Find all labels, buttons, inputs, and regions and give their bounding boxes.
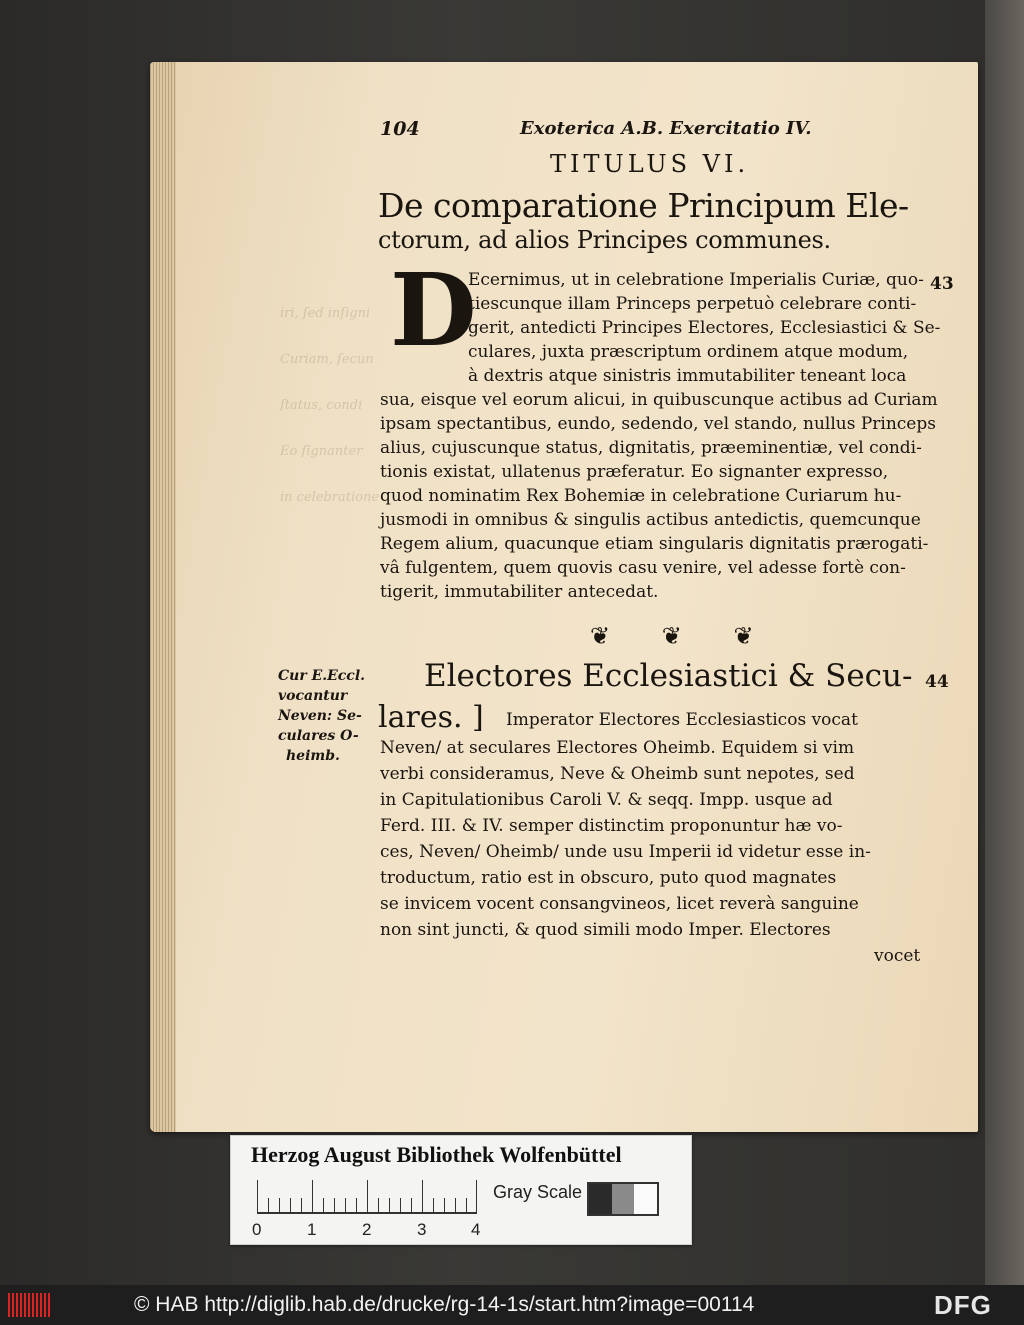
dfg-logo: DFG xyxy=(934,1290,992,1320)
para1-line: à dextris atque sinistris immutabiliter teneant loca xyxy=(468,366,907,386)
margin-note-line: Neven: Se- xyxy=(278,708,362,724)
para1-line: quod nominatim Rex Bohemiæ in celebratione Curiarum hu- xyxy=(380,486,902,506)
section-heading-cont: lares. ] xyxy=(378,700,484,735)
footer-bar xyxy=(0,1285,1024,1325)
marginal-number-44: 44 xyxy=(925,672,949,692)
gray-scale-swatch xyxy=(587,1182,659,1216)
margin-note-line: heimb. xyxy=(286,748,340,764)
para2-line: ces, Neven/ Oheimb/ unde usu Imperii id videtur esse in- xyxy=(380,842,871,862)
para1-line: alius, cujuscunque status, dignitatis, præeminentiæ, vel condi- xyxy=(380,438,922,458)
para1-line: Regem alium, quacunque etiam singularis dignitatis prærogati- xyxy=(380,534,929,554)
para1-line: vâ fulgentem, quem quovis casu venire, vel adesse fortè con- xyxy=(380,558,906,578)
gray-scale-label: Gray Scale xyxy=(493,1182,583,1202)
para1-line: Ecernimus, ut in celebratione Imperialis Curiæ, quo- xyxy=(468,270,924,290)
page-number: 104 xyxy=(380,118,420,140)
margin-note-line: culares O- xyxy=(278,728,359,744)
titulus: TITULUS VI. xyxy=(550,150,750,178)
ruler-label: 2 xyxy=(362,1220,372,1239)
para1-line: culares, juxta præscriptum ordinem atque modum, xyxy=(468,342,909,362)
para1-line: gerit, antedicti Principes Electores, Ecclesiastici & Se- xyxy=(468,318,941,338)
para2-line: Imperator Electores Ecclesiasticos vocat xyxy=(506,710,858,730)
catchword: vocet xyxy=(874,946,921,966)
ornament-fleurons: ❦ ❦ ❦ xyxy=(590,622,776,650)
page-edges xyxy=(150,62,176,1132)
ruler-label: 0 xyxy=(252,1220,262,1239)
para2-line: se invicem vocent consangvineos, licet reverà sanguine xyxy=(380,894,859,914)
ruler-label: 1 xyxy=(307,1220,317,1239)
para2-line: Neven/ at seculares Electores Oheimb. Equidem si vim xyxy=(380,738,855,758)
ruler xyxy=(257,1180,477,1214)
ruler-label: 4 xyxy=(471,1220,481,1239)
para1-line: tionis existat, ullatenus præferatur. Eo signanter expresso, xyxy=(380,462,889,482)
barcode-icon xyxy=(8,1293,52,1317)
book-page: iri, ſed inſigni Curiam, ſecun ſtatus, condi Eo ſignanter in celebratione 104 Exoterica A.B. Exercitatio IV. TITULUS VI. De comparatione Principum Ele- ctorum, ad alios Principes communes. D 43 Ecernimus, ut in celebratione Imperialis Curiæ, quo- tiescunque illam Princeps perpetuò celebrare conti- gerit, antedicti Principes Electores, Ecclesiastici & Se- culares, juxta præscriptum ordinem atque modum, à dextris atque sinistris immutabiliter teneant loca sua, eisque vel eorum alicui, in quibuscunque actibus ad Curiam ipsam spectantibus, eundo, sedendo, vel stando, nullus Princeps alius, cujuscunque status, dignitatis, præeminentiæ, vel condi- tionis existat, ullatenus præferatur. Eo signanter expresso, quod nominatim Rex Bohemiæ in celebratione Curiarum hu- jusmodi in omnibus & singulis actibus antedictis, quemcunque Regem alium, quacunque etiam singularis dignitatis prærogati- vâ fulgentem, quem quovis casu venire, vel adesse fortè con- tigerit, immutabiliter antecedat. ❦ ❦ ❦ Cur E.Eccl. vocantur Neven: Se- culares O- heimb. Electores Ecclesiastici & Secu- 44 lares. ] Imperator Electores Ecclesiasticos vocat Neven/ at seculares Electores Oheimb. Equidem si vim verbi consideramus, Neve & Oheimb sunt nepotes, sed in Capitulationibus Caroli V. & seqq. Impp. usque ad Ferd. III. & IV. semper distinctim proponuntur hæ vo- ces, Neven/ Oheimb/ unde usu Imperii id videtur esse in- troductum, ratio est in obscuro, puto quod magnates se invicem vocent consangvineos, licet reverà sanguine non sint juncti, & quod simili modo Imper. Electores vocet xyxy=(150,62,978,1132)
running-head: Exoterica A.B. Exercitatio IV. xyxy=(520,118,812,139)
para1-line: tiescunque illam Princeps perpetuò celebrare conti- xyxy=(468,294,917,314)
para1-line: sua, eisque vel eorum alicui, in quibuscunque actibus ad Curiam xyxy=(380,390,938,410)
library-name: Herzog August Bibliothek Wolfenbüttel xyxy=(251,1142,622,1167)
chapter-heading-line2: ctorum, ad alios Principes communes. xyxy=(378,226,831,254)
color-reference-card xyxy=(230,1135,692,1245)
para2-line: in Capitulationibus Caroli V. & seqq. Impp. usque ad xyxy=(380,790,833,810)
para2-line: non sint juncti, & quod simili modo Imper. Electores xyxy=(380,920,831,940)
section-heading: Electores Ecclesiastici & Secu- xyxy=(424,658,913,694)
footer-link[interactable]: © HAB http://diglib.hab.de/drucke/rg-14-1s/start.htm?image=00114 xyxy=(134,1293,755,1316)
para1-line: tigerit, immutabiliter antecedat. xyxy=(380,582,659,602)
drop-cap: D xyxy=(390,251,477,369)
para2-line: Ferd. III. & IV. semper distinctim proponuntur hæ vo- xyxy=(380,816,843,836)
marginal-number-43: 43 xyxy=(930,274,954,294)
chapter-heading-line1: De comparatione Principum Ele- xyxy=(378,186,909,225)
margin-note-line: Cur E.Eccl. xyxy=(278,668,366,684)
ruler-label: 3 xyxy=(417,1220,427,1239)
right-page-edge xyxy=(985,0,1024,1285)
para2-line: verbi consideramus, Neve & Oheimb sunt nepotes, sed xyxy=(380,764,855,784)
para1-line: ipsam spectantibus, eundo, sedendo, vel stando, nullus Princeps xyxy=(380,414,936,434)
para1-line: jusmodi in omnibus & singulis actibus antedictis, quemcunque xyxy=(380,510,921,530)
margin-note-line: vocantur xyxy=(278,688,348,704)
para2-line: troductum, ratio est in obscuro, puto quod magnates xyxy=(380,868,837,888)
